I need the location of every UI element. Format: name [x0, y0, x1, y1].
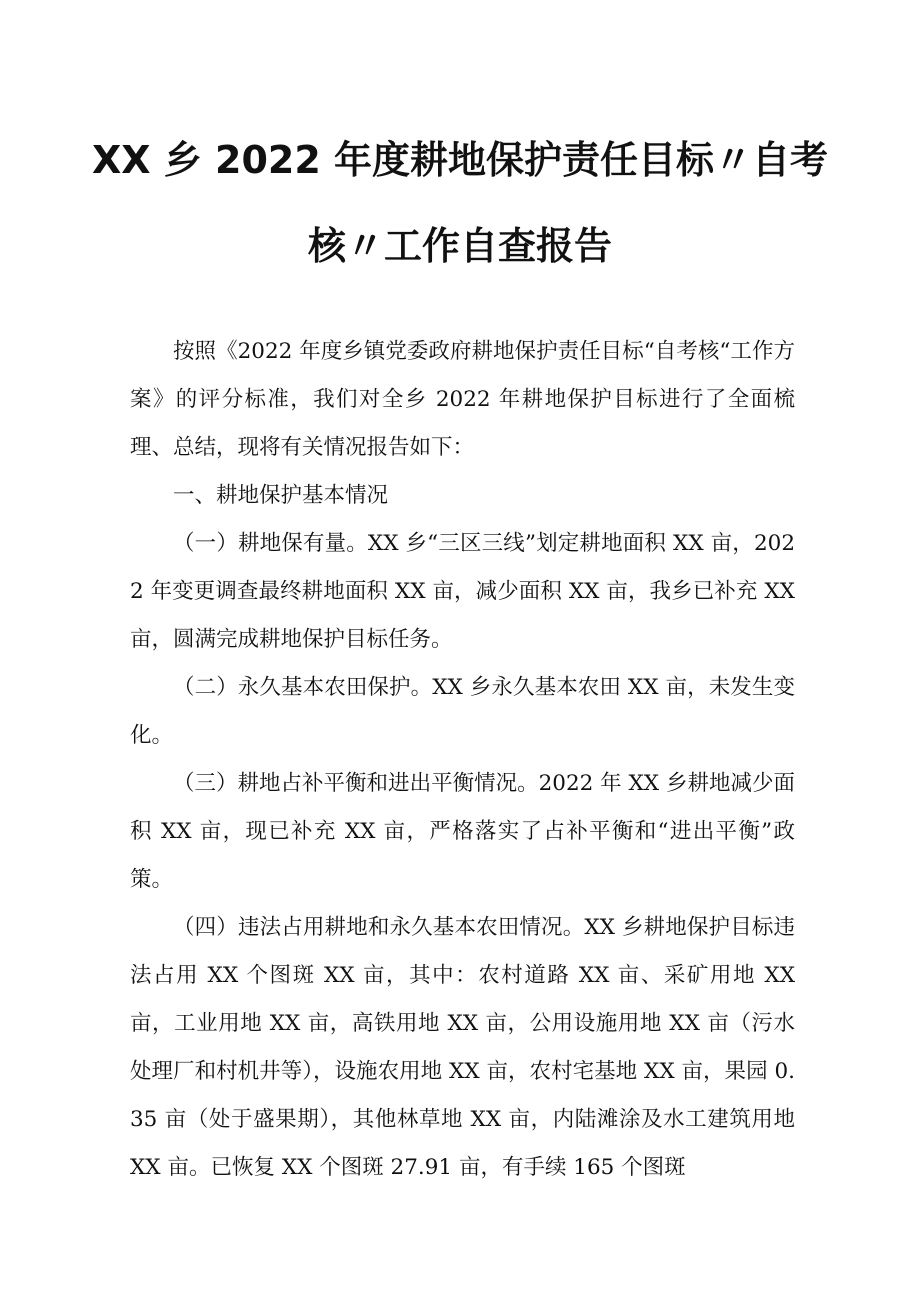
paragraph-permanent-farmland: （二）永久基本农田保护。XX 乡永久基本农田 XX 亩，未发生变化。 [130, 675, 795, 748]
paragraph-balance: （三）耕地占补平衡和进出平衡情况。2022 年 XX 乡耕地减少面积 XX 亩，现已补充 XX 亩，严格落实了占补平衡和“进出平衡”政策。 [130, 771, 795, 892]
paragraph-intro: 按照《2022 年度乡镇党委政府耕地保护责任目标“自考核“工作方案》的评分标准，我们对全乡 2022 年耕地保护目标进行了全面梳理、总结，现将有关情况报告如下： [130, 339, 795, 460]
section-heading-1: 一、耕地保护基本情况 [173, 483, 389, 508]
paragraph-illegal-occupation: （四）违法占用耕地和永久基本农田情况。XX 乡耕地保护目标违法占用 XX 个图斑 XX 亩，其中：农村道路 XX 亩、采矿用地 XX 亩，工业用地 XX 亩，高铁用地 XX 亩，公用设施用地 XX 亩（污水处理厂和村机井等），设施农用地 XX 亩，农村宅基地 XX 亩，果园 0.35 亩（处于盛果期），其他林草地 XX 亩，内陆滩涂及水工建筑用地 XX 亩。已恢复 XX 个图斑 27.91 亩，有手续 165 个图斑 [130, 915, 795, 1180]
document-title-line-2: 核〃工作自查报告 [307, 224, 612, 268]
document-body [130, 328, 795, 1192]
document-title-line-1: XX 乡 2022 年度耕地保护责任目标〃自考 [91, 138, 829, 182]
paragraph-arable-land-quantity: （一）耕地保有量。XX 乡“三区三线”划定耕地面积 XX 亩，2022 年变更调查最终耕地面积 XX 亩，减少面积 XX 亩，我乡已补充 XX 亩，圆满完成耕地保护目标任务。 [130, 531, 795, 652]
